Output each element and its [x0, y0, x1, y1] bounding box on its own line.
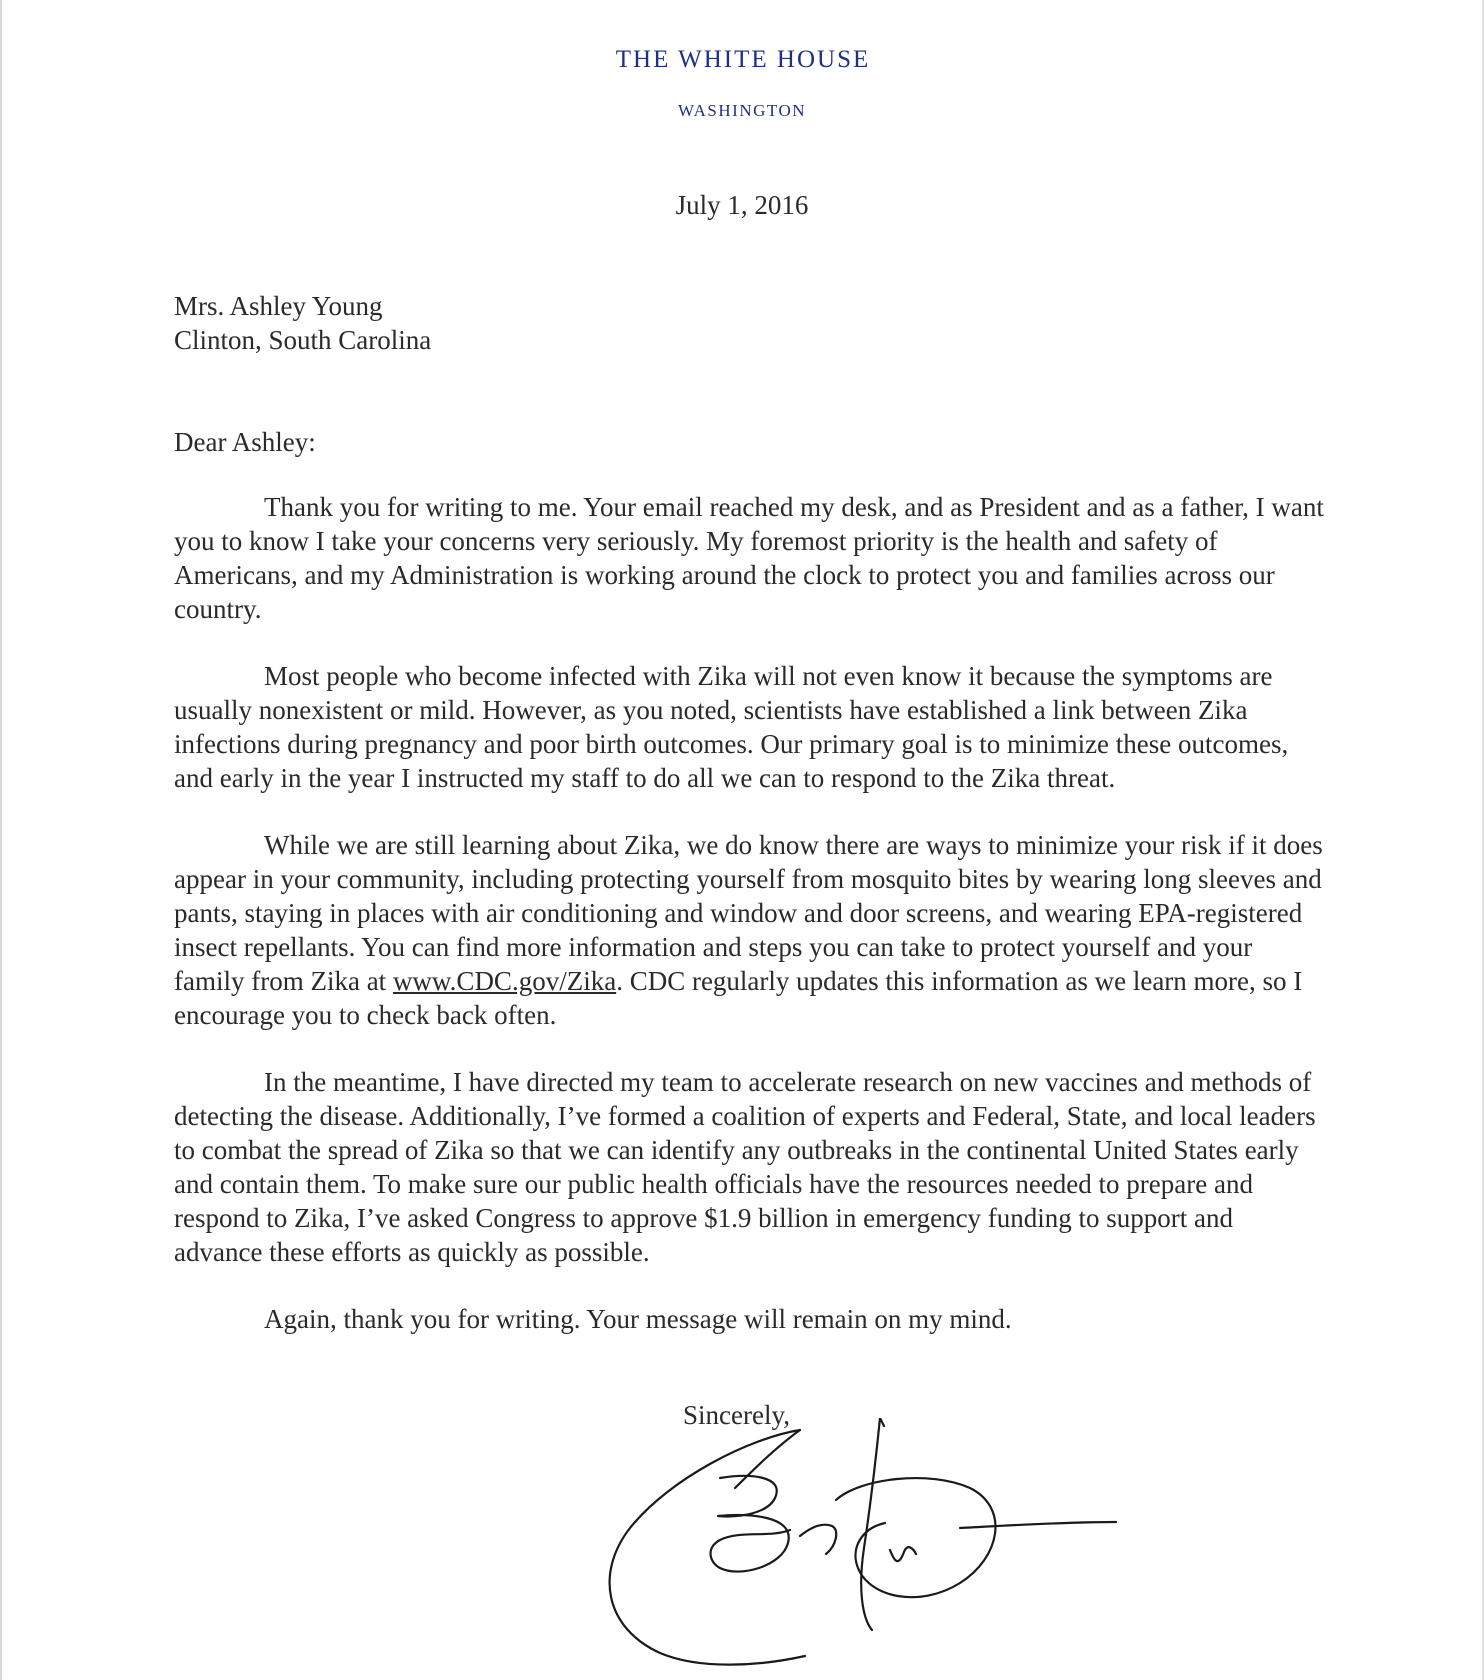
letterhead	[0, 44, 1484, 122]
closing: Sincerely,	[683, 1400, 790, 1430]
recipient-location: Clinton, South Carolina	[174, 325, 432, 355]
scan-edge-left	[0, 0, 2, 1680]
paragraph-3	[174, 828, 1324, 1032]
paragraph-3-text-before: While we are still learning about Zika, we do know there are ways to minimize your risk if it does appear in your community, including protecting yourself from mosquito bites by wearing long sleeves and pants, staying in places with air conditioning and window and door screens, and wearing EPA-registered insect repellants. You can find more information and steps you can take to protect yourself and your family from Zika at	[174, 830, 1323, 996]
handwritten-signature	[600, 1418, 1120, 1678]
paragraph-5: Again, thank you for writing. Your message will remain on my mind.	[264, 1304, 1012, 1334]
paragraph-3-text-after: . CDC regularly updates this information as we learn more, so I encourage you to check back often.	[174, 966, 1303, 1030]
paragraph-4: In the meantime, I have directed my team to accelerate research on new vaccines and methods of detecting the disease. Additionally, I’ve formed a coalition of experts and Federal, State, and local leaders to combat the spread of Zika so that we can identify any outbreaks in the continental United States early and contain them. To make sure our public health officials have the resources needed to prepare and respond to Zika, I’ve asked Congress to approve $1.9 billion in emergency funding to support and advance these efforts as quickly as possible.	[174, 1067, 1316, 1267]
letter-date: July 1, 2016	[675, 190, 809, 220]
letter-body	[174, 490, 1324, 1369]
salutation: Dear Ashley:	[174, 427, 316, 457]
letterhead-city: WASHINGTON	[677, 101, 806, 120]
paragraph-1: Thank you for writing to me. Your email reached my desk, and as President and as a father, I want you to know I take your concerns very seriously. My foremost priority is the health and safety of Americans, and my Administration is working around the clock to protect you and families across our country.	[174, 492, 1324, 624]
recipient-block	[174, 289, 431, 357]
cdc-zika-link[interactable]: www.CDC.gov/Zika	[392, 966, 617, 996]
paragraph-2: Most people who become infected with Zika will not even know it because the symptoms are usually nonexistent or mild. However, as you noted, scientists have established a link between Zika infections during pregnancy and poor birth outcomes. Our primary goal is to minimize these outcomes, and early in the year I instructed my staff to do all we can to respond to the Zika threat.	[174, 661, 1289, 793]
letterhead-org: THE WHITE HOUSE	[615, 46, 871, 73]
recipient-name: Mrs. Ashley Young	[174, 291, 383, 321]
